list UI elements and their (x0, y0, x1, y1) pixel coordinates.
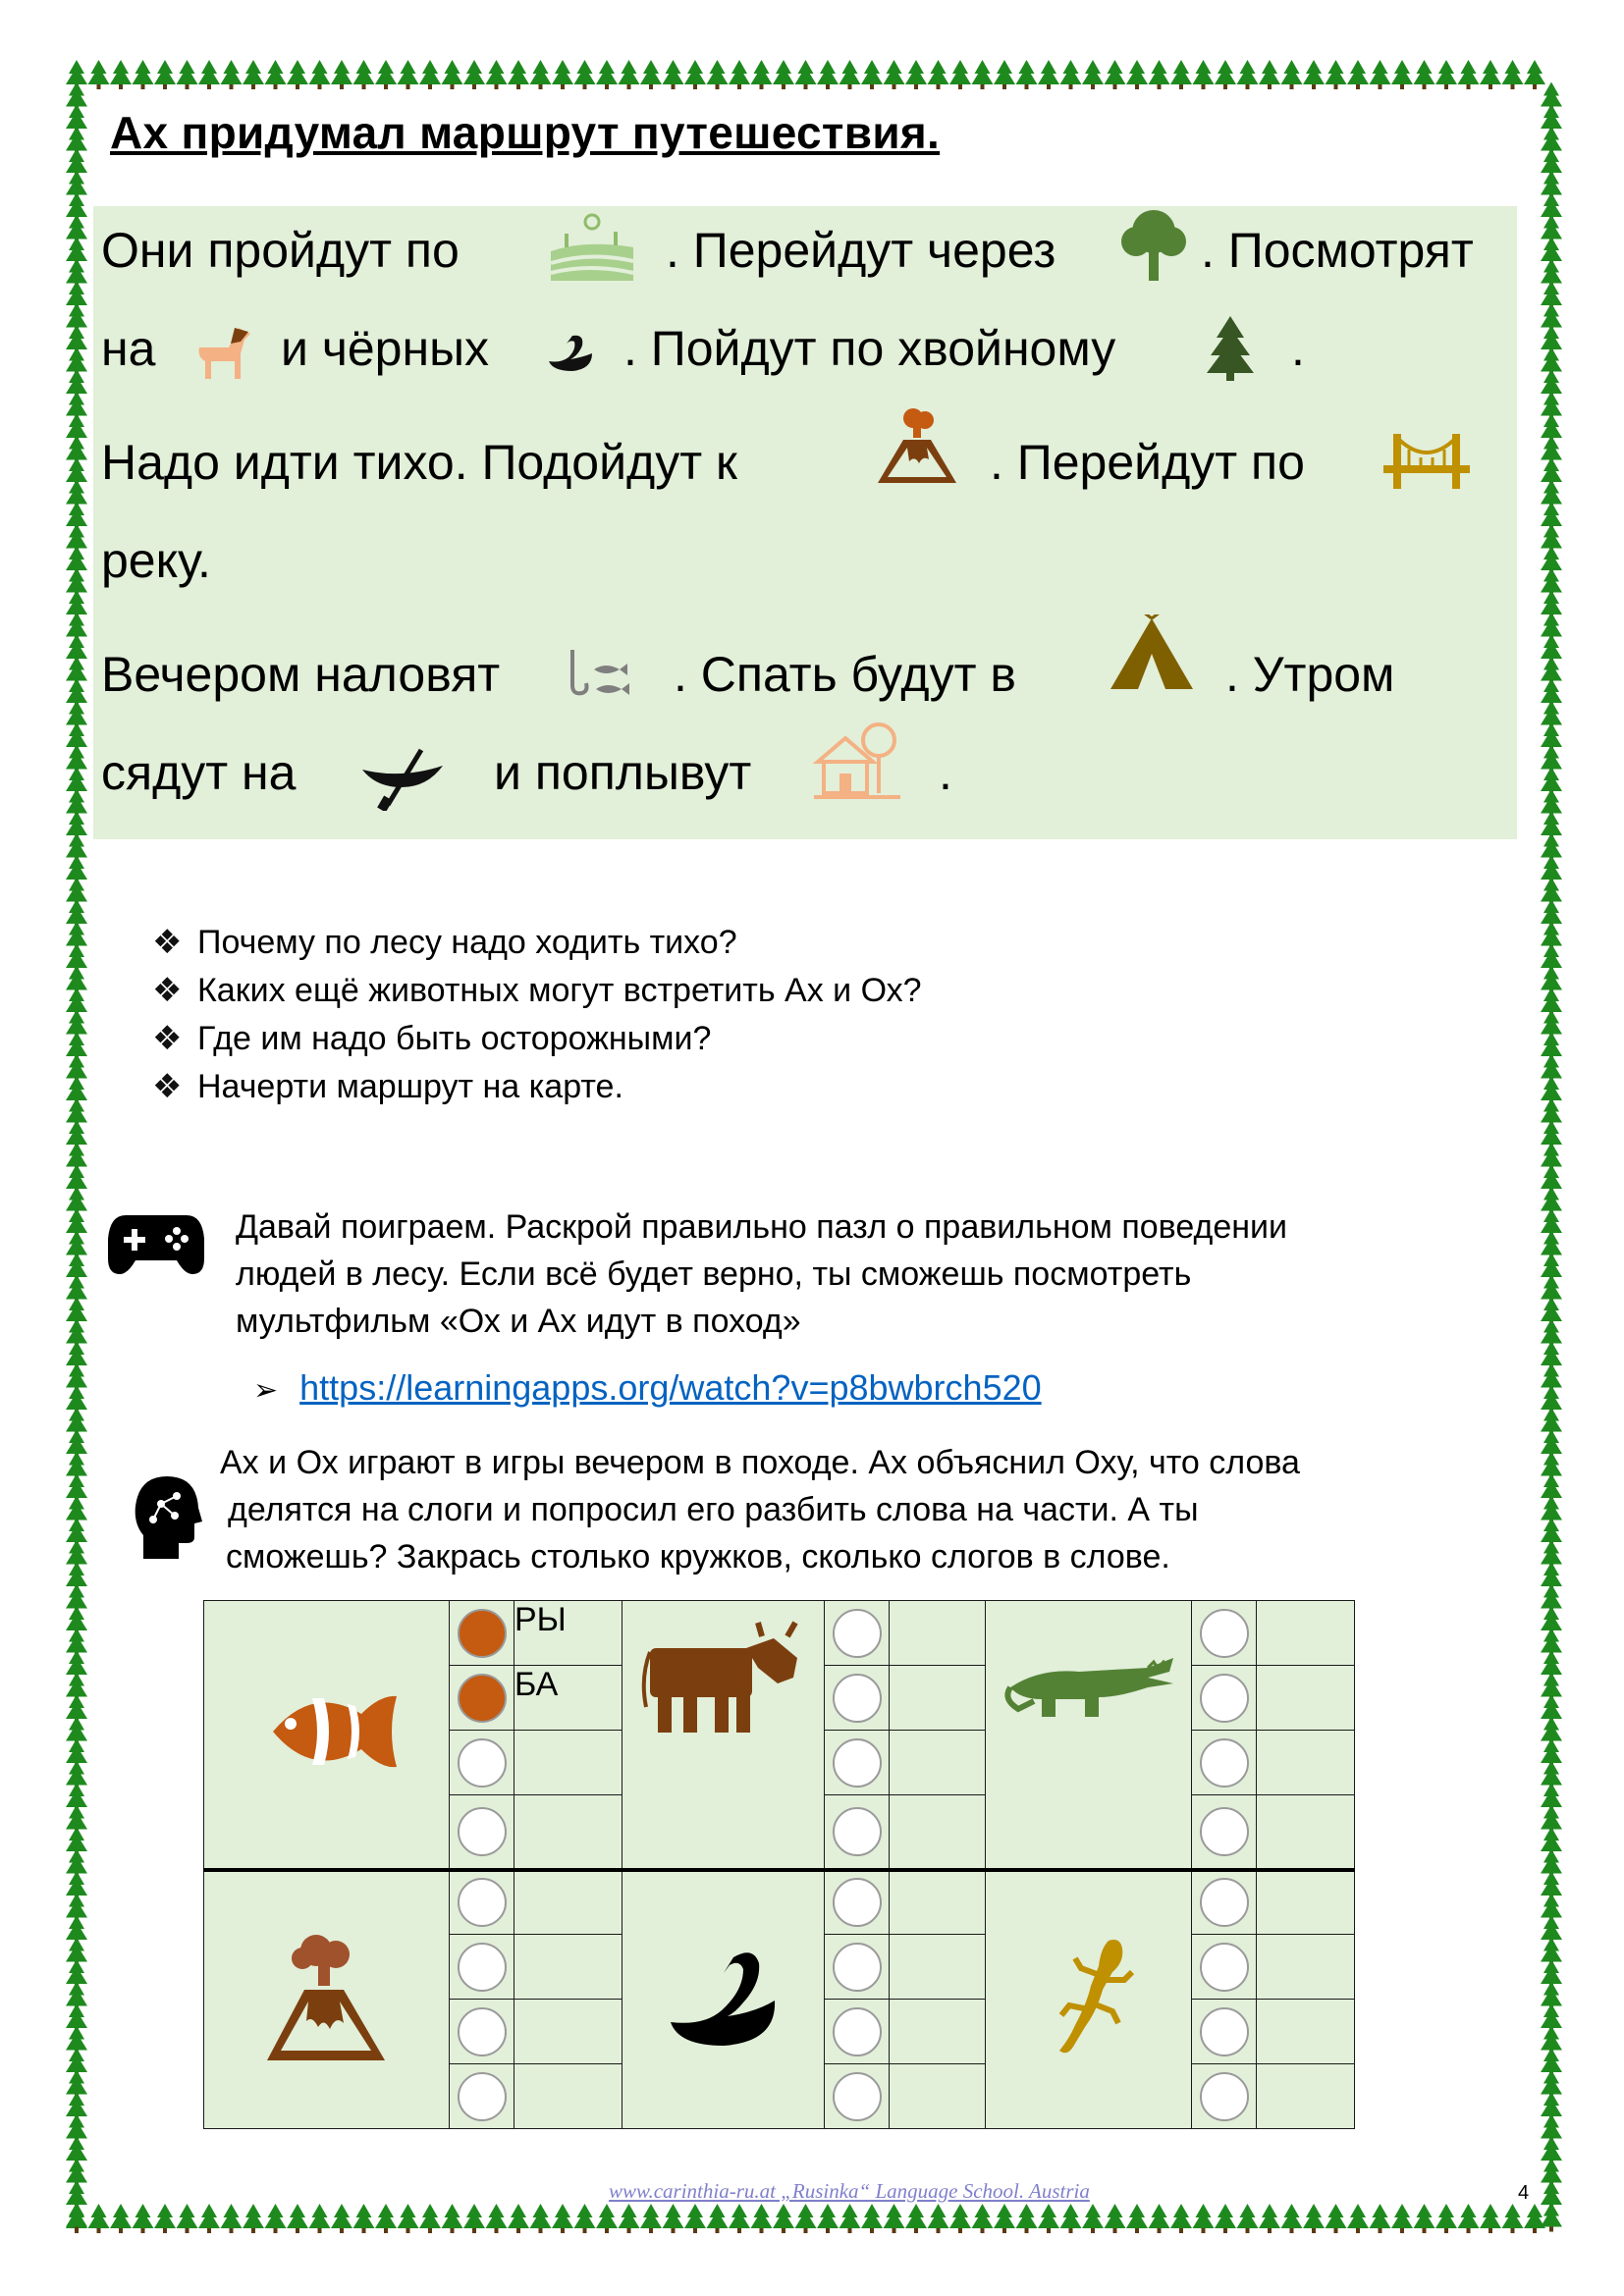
story-text: . Утром (1225, 647, 1395, 702)
fishing-icon (563, 646, 643, 705)
syllable-cell[interactable] (890, 1795, 986, 1870)
syllable-circle-cell[interactable] (825, 2000, 890, 2064)
syllable-circle-cell[interactable] (825, 1870, 890, 1935)
story-text: сядут на (101, 745, 297, 800)
question-item: ❖ Начерти маршрут на карте. (152, 1068, 623, 1105)
field-icon (547, 212, 637, 283)
syllable-cell[interactable] (1257, 1870, 1355, 1935)
story-text: и чёрных (281, 321, 490, 376)
question-item: ❖ Где им надо быть осторожными? (152, 1020, 712, 1057)
story-text: . Перейдут по (990, 435, 1305, 490)
game-text: Давай поиграем. Раскрой правильно пазл о правильном поведении людей в лесу. Если всё будет верно, ты сможешь посмотреть мультфильм «Ох и Ах идут в поход» (236, 1208, 1288, 1340)
story-text: на (101, 321, 156, 376)
question-item: ❖ Каких ещё животных могут встретить Ах и Ох? (152, 972, 922, 1009)
syllable-circle-cell[interactable] (1192, 1666, 1257, 1731)
syllable-circle-cell[interactable] (825, 1666, 890, 1731)
arrow-icon: ➢ (253, 1374, 279, 1407)
syllable-cell[interactable]: РЫ (514, 1601, 623, 1666)
crocodile-icon (1001, 1638, 1177, 1727)
story-text: и поплывут (494, 745, 752, 800)
syllable-cell[interactable] (890, 2000, 986, 2064)
fish-icon (253, 1675, 401, 1789)
syllable-circle-cell[interactable] (1192, 2064, 1257, 2129)
syllable-circle-cell[interactable] (450, 1870, 514, 1935)
tent-icon (1105, 614, 1199, 693)
volcano-icon (874, 404, 960, 487)
syllable-cell[interactable] (1257, 2064, 1355, 2129)
game-link[interactable] (253, 1367, 1042, 1409)
syllable-cell[interactable] (890, 1870, 986, 1935)
syllable-cell[interactable] (1257, 1666, 1355, 1731)
syllable-circle-cell[interactable] (825, 1601, 890, 1666)
syllable-circle-cell[interactable] (1192, 2000, 1257, 2064)
syllable-cell[interactable] (1257, 1601, 1355, 1666)
syllable-cell[interactable] (514, 2000, 623, 2064)
house-icon (810, 719, 904, 803)
syllable-circle-cell[interactable] (450, 2064, 514, 2129)
syllable-cell[interactable] (1257, 2000, 1355, 2064)
syllable-cell[interactable] (514, 1870, 623, 1935)
swan-icon (543, 330, 600, 377)
syllable-circle-cell[interactable] (1192, 1731, 1257, 1795)
fir-tree-icon (1203, 312, 1258, 383)
syllable-circle-cell[interactable] (1192, 1601, 1257, 1666)
syllable-circle-cell[interactable] (1192, 1795, 1257, 1870)
question-item: ❖ Почему по лесу надо ходить тихо? (152, 924, 737, 961)
gamepad-icon (106, 1209, 206, 1276)
syllable-circle-cell[interactable] (450, 1795, 514, 1870)
picture-cell (986, 1870, 1192, 2129)
syllable-circle-cell[interactable] (825, 1795, 890, 1870)
syllable-circle-cell[interactable] (450, 1666, 514, 1731)
page-number: 4 (1518, 2182, 1530, 2204)
swan-icon (665, 1944, 783, 2052)
syllable-circle-cell[interactable] (1192, 1870, 1257, 1935)
syllable-cell[interactable] (514, 1795, 623, 1870)
story-text: . (939, 745, 952, 800)
head-gears-icon (132, 1472, 202, 1563)
syllable-cell[interactable] (514, 1935, 623, 2000)
syllable-circle-cell[interactable] (450, 1601, 514, 1666)
canoe-icon (358, 744, 447, 811)
story-text: Вечером наловят (101, 647, 501, 702)
syllable-cell[interactable] (1257, 1795, 1355, 1870)
picture-cell (204, 1601, 450, 1870)
syllable-cell[interactable] (890, 1601, 986, 1666)
picture-cell (623, 1870, 825, 2129)
picture-cell (204, 1870, 450, 2129)
bridge-icon (1380, 424, 1474, 493)
picture-cell (986, 1601, 1192, 1870)
syllable-cell[interactable] (514, 2064, 623, 2129)
syllable-circle-cell[interactable] (450, 2000, 514, 2064)
syllable-cell[interactable] (514, 1731, 623, 1795)
syllable-circle-cell[interactable] (825, 1731, 890, 1795)
cow-icon (640, 1619, 807, 1736)
syllable-cell[interactable] (890, 2064, 986, 2129)
story-text: . (1291, 321, 1305, 376)
syllable-circle-cell[interactable] (825, 2064, 890, 2129)
syllable-cell[interactable] (1257, 1731, 1355, 1795)
footer-text[interactable]: www.carinthia-ru.at „Rusinka“ Language School. Austria (609, 2179, 1090, 2203)
story-text: . Посмотрят (1201, 223, 1474, 278)
story-text: . Перейдут через (666, 223, 1056, 278)
story-block (93, 206, 1517, 839)
volcano-icon (263, 1929, 391, 2066)
story-text: . Спать будут в (674, 647, 1016, 702)
syllable-cell[interactable] (890, 1935, 986, 2000)
syllables-table (203, 1600, 1355, 2129)
syllables-text: Ах и Ох играют в игры вечером в походе. Ах объяснил Оху, что слова делятся на слоги и попросил его разбить слова на части. А ты сможешь? Закрась столько кружков, сколько слогов в слове. (220, 1444, 1300, 1575)
story-text: Надо идти тихо. Подойдут к (101, 435, 737, 490)
syllable-circle-cell[interactable] (450, 1935, 514, 2000)
syllable-circle-cell[interactable] (825, 1935, 890, 2000)
syllable-cell[interactable] (890, 1731, 986, 1795)
story-text: Они пройдут по (101, 223, 460, 278)
story-text: . Пойдут по хвойному (623, 321, 1116, 376)
learningapps-link[interactable]: https://learningapps.org/watch?v=p8bwbrch520 (299, 1367, 1042, 1408)
horse-icon (191, 318, 256, 383)
syllable-cell[interactable] (890, 1666, 986, 1731)
tree-icon (1114, 206, 1193, 285)
syllable-circle-cell[interactable] (1192, 1935, 1257, 2000)
story-text: реку. (101, 533, 211, 588)
page-title: Ах придумал маршрут путешествия. (110, 107, 941, 158)
syllable-circle-cell[interactable] (450, 1731, 514, 1795)
lizard-icon (1030, 1929, 1148, 2066)
picture-cell (623, 1601, 825, 1870)
syllable-cell[interactable]: БА (514, 1666, 623, 1731)
syllable-cell[interactable] (1257, 1935, 1355, 2000)
